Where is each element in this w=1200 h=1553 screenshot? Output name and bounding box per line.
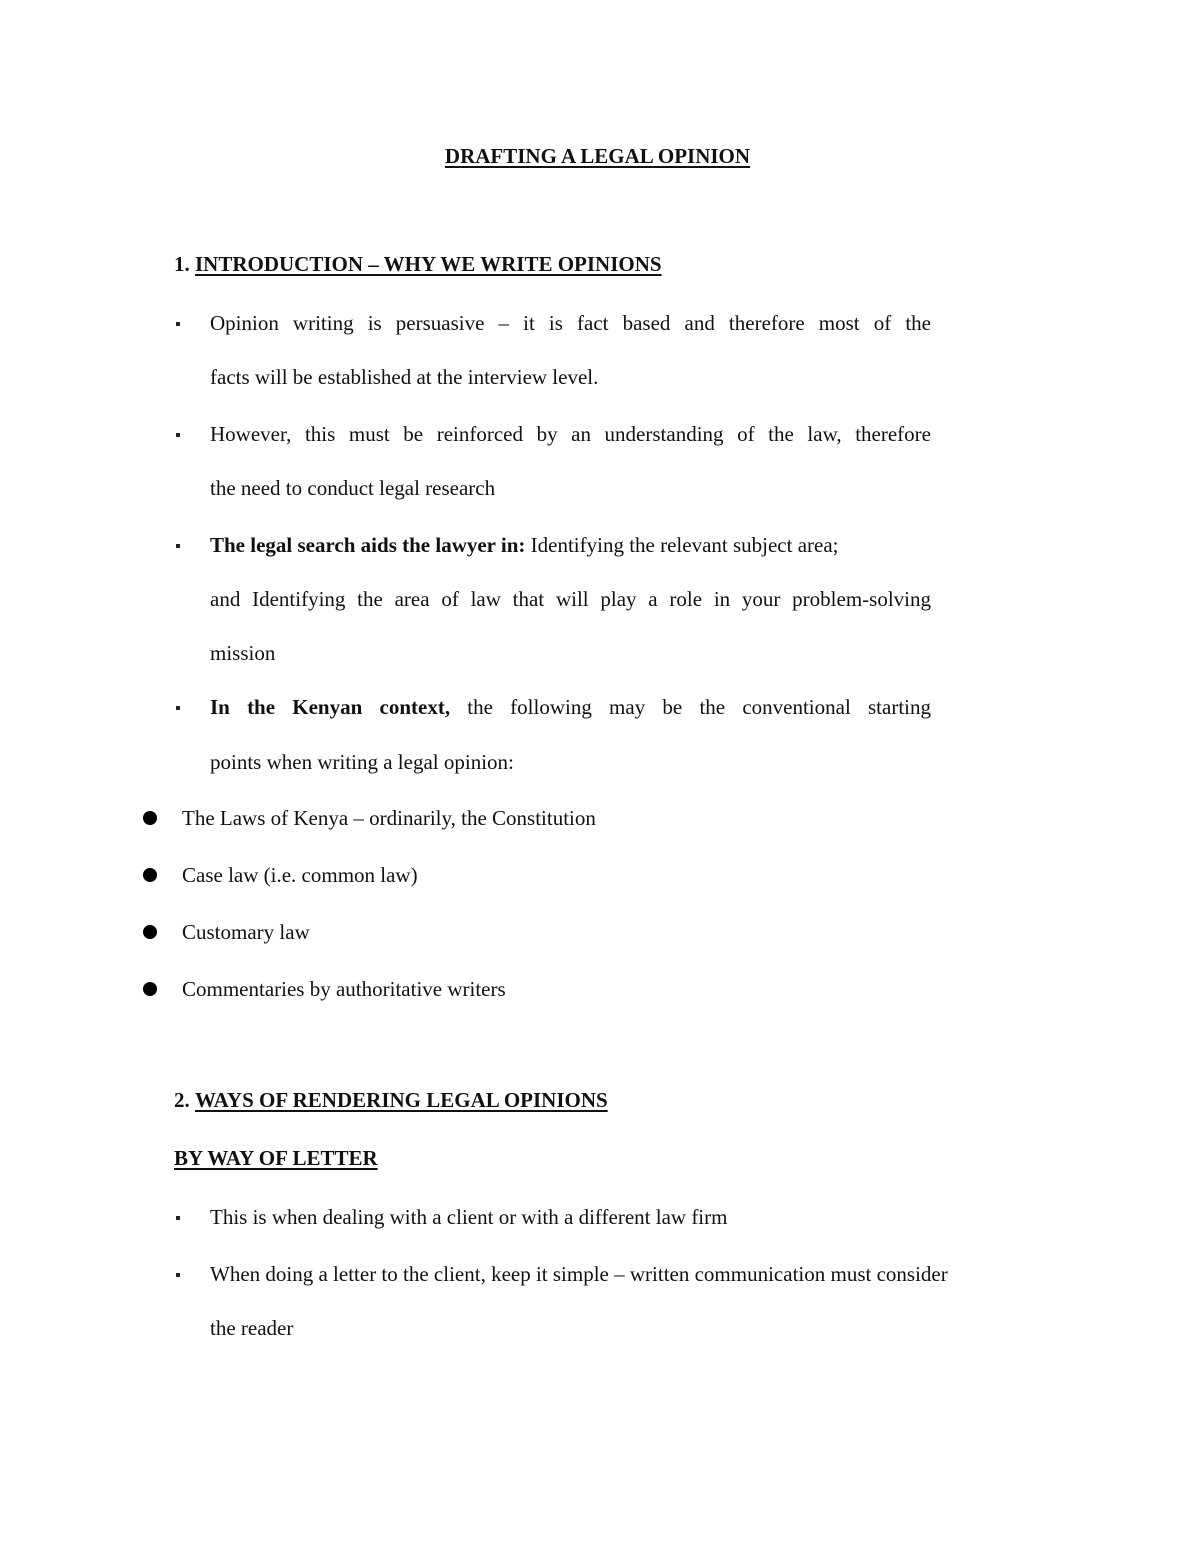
round-bullet-icon: [143, 868, 157, 882]
round-bullet-icon: [143, 982, 157, 996]
round-bullet-icon: [143, 811, 157, 825]
bullet-4-line-2: points when writing a legal opinion:: [210, 750, 514, 774]
bullet-4-line-1-text: the following may be the conventional starting: [450, 695, 932, 719]
section-1-heading-text: INTRODUCTION – WHY WE WRITE OPINIONS: [195, 252, 662, 276]
title-text: DRAFTING A LEGAL OPINION: [444, 144, 751, 168]
document-title: [0, 143, 1195, 169]
bullet-1-line-1: Opinion writing is persuasive – it is fact based and therefore most of the: [210, 311, 931, 335]
round-bullet-icon: [143, 925, 157, 939]
section-1-heading: [174, 251, 662, 277]
source-item-1: The Laws of Kenya – ordinarily, the Constitution: [182, 806, 596, 830]
square-bullet-icon: [176, 433, 180, 437]
section-2-heading-text: WAYS OF RENDERING LEGAL OPINIONS: [195, 1088, 608, 1112]
section-2-bullet-1: This is when dealing with a client or with a different law firm: [210, 1205, 728, 1229]
section-2-heading: [174, 1087, 608, 1113]
section-2-number: 2.: [174, 1088, 190, 1112]
square-bullet-icon: [176, 1273, 180, 1277]
bullet-3-line-3: mission: [210, 641, 276, 665]
source-item-2: Case law (i.e. common law): [182, 863, 418, 887]
section-2-bullet-2-line-1: When doing a letter to the client, keep it simple – written communication must consider: [210, 1262, 948, 1286]
bullet-3-bold-lead: The legal search aids the lawyer in:: [210, 533, 526, 557]
bullet-3-line-1: [210, 532, 839, 558]
bullet-3-line-2: and Identifying the area of law that will play a role in your problem-solving: [210, 587, 931, 611]
bullet-4-bold-lead: In the Kenyan context,: [210, 695, 451, 719]
bullet-4-line-1: [210, 694, 931, 720]
section-2-bullet-2-line-2: the reader: [210, 1316, 294, 1340]
bullet-3-line-1-text: Identifying the relevant subject area;: [525, 533, 839, 557]
section-1-number: 1.: [174, 252, 190, 276]
bullet-2-line-1: However, this must be reinforced by an understanding of the law, therefore: [210, 422, 931, 446]
section-2-subheading: [174, 1145, 378, 1171]
square-bullet-icon: [176, 706, 180, 710]
square-bullet-icon: [176, 544, 180, 548]
square-bullet-icon: [176, 322, 180, 326]
source-item-4: Commentaries by authoritative writers: [182, 977, 506, 1001]
square-bullet-icon: [176, 1216, 180, 1220]
source-item-3: Customary law: [182, 920, 310, 944]
bullet-1-line-2: facts will be established at the interview level.: [210, 365, 599, 389]
section-2-subheading-text: BY WAY OF LETTER: [174, 1146, 378, 1170]
bullet-2-line-2: the need to conduct legal research: [210, 476, 496, 500]
